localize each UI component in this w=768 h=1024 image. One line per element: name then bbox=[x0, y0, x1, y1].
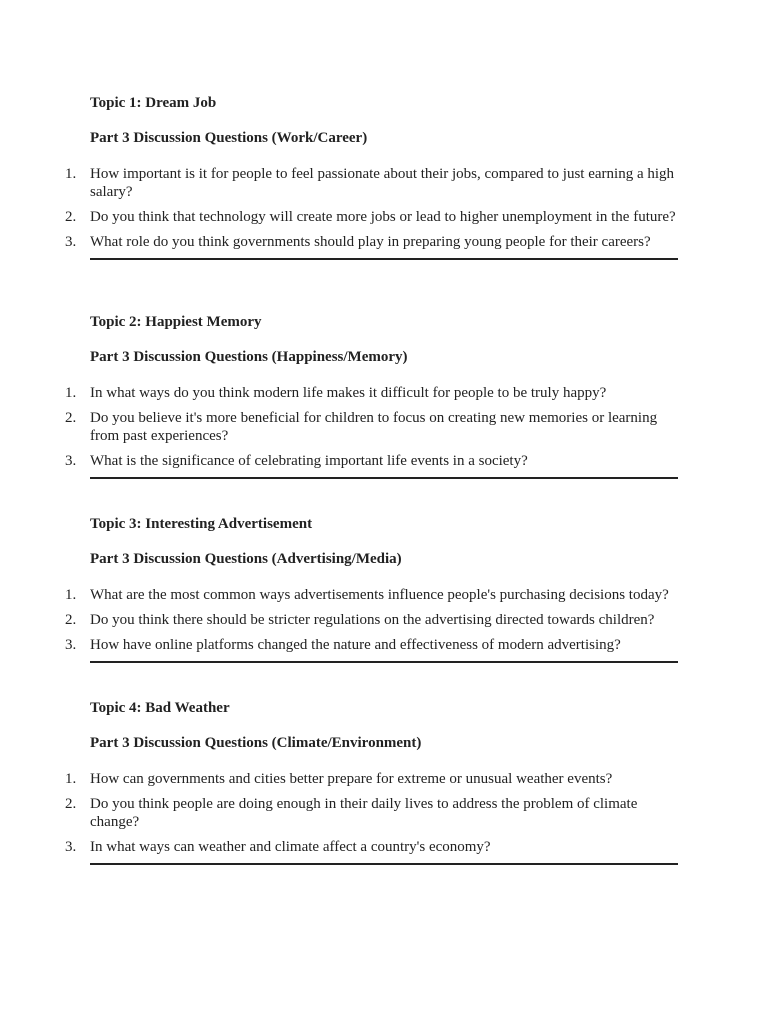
item-number: 2. bbox=[65, 796, 77, 812]
section-heading: Part 3 Discussion Questions (Advertising/Media) bbox=[90, 551, 402, 567]
item-number: 3. bbox=[65, 839, 77, 855]
question-text: In what ways can weather and climate affect a country's economy? bbox=[90, 839, 491, 855]
item-number: 1. bbox=[65, 166, 77, 182]
list-item bbox=[65, 384, 678, 402]
section-divider bbox=[90, 661, 678, 663]
section-divider bbox=[90, 258, 678, 260]
topic-title: Topic 4: Bad Weather bbox=[90, 700, 230, 716]
list-item bbox=[65, 586, 678, 604]
topic-section-4 bbox=[65, 699, 678, 865]
question-text: Do you think people are doing enough in their daily lives to address the problem of climate change? bbox=[90, 796, 638, 830]
list-item bbox=[65, 233, 678, 251]
list-item bbox=[65, 165, 678, 201]
section-divider bbox=[90, 863, 678, 865]
question-text: In what ways do you think modern life makes it difficult for people to be truly happy? bbox=[90, 385, 607, 401]
item-number: 1. bbox=[65, 771, 77, 787]
item-number: 2. bbox=[65, 612, 77, 628]
section-divider bbox=[90, 477, 678, 479]
question-text: Do you believe it's more beneficial for children to focus on creating new memories or learning from past experiences? bbox=[90, 410, 658, 444]
question-text: How have online platforms changed the nature and effectiveness of modern advertising? bbox=[90, 637, 621, 653]
list-item bbox=[65, 409, 678, 445]
question-text: Do you think there should be stricter regulations on the advertising directed towards children? bbox=[90, 612, 655, 628]
section-heading: Part 3 Discussion Questions (Climate/Environment) bbox=[90, 735, 422, 751]
list-item bbox=[65, 838, 678, 856]
question-list bbox=[65, 586, 678, 654]
list-item bbox=[65, 611, 678, 629]
item-number: 2. bbox=[65, 209, 77, 225]
list-item bbox=[65, 795, 678, 831]
question-list bbox=[65, 770, 678, 856]
item-number: 3. bbox=[65, 453, 77, 469]
question-list bbox=[65, 165, 678, 251]
list-item bbox=[65, 636, 678, 654]
item-number: 1. bbox=[65, 587, 77, 603]
question-text: What role do you think governments should play in preparing young people for their careers? bbox=[90, 234, 651, 250]
list-item bbox=[65, 208, 678, 226]
question-text: How important is it for people to feel passionate about their jobs, compared to just earning a high salary? bbox=[90, 166, 675, 200]
topic-title: Topic 3: Interesting Advertisement bbox=[90, 516, 313, 532]
topic-title: Topic 2: Happiest Memory bbox=[90, 314, 262, 330]
list-item bbox=[65, 452, 678, 470]
topic-section-3 bbox=[65, 515, 678, 663]
list-item bbox=[65, 770, 678, 788]
topic-section-1 bbox=[65, 94, 678, 260]
section-heading: Part 3 Discussion Questions (Happiness/Memory) bbox=[90, 349, 408, 365]
question-text: What are the most common ways advertisements influence people's purchasing decisions today? bbox=[90, 587, 669, 603]
item-number: 3. bbox=[65, 234, 77, 250]
question-text: What is the significance of celebrating important life events in a society? bbox=[90, 453, 528, 469]
topic-section-2 bbox=[65, 313, 678, 479]
question-list bbox=[65, 384, 678, 470]
question-text: Do you think that technology will create more jobs or lead to higher unemployment in the future? bbox=[90, 209, 676, 225]
topic-title: Topic 1: Dream Job bbox=[90, 95, 217, 111]
section-heading: Part 3 Discussion Questions (Work/Career) bbox=[90, 130, 368, 146]
item-number: 3. bbox=[65, 637, 77, 653]
question-text: How can governments and cities better prepare for extreme or unusual weather events? bbox=[90, 771, 613, 787]
item-number: 2. bbox=[65, 410, 77, 426]
item-number: 1. bbox=[65, 385, 77, 401]
